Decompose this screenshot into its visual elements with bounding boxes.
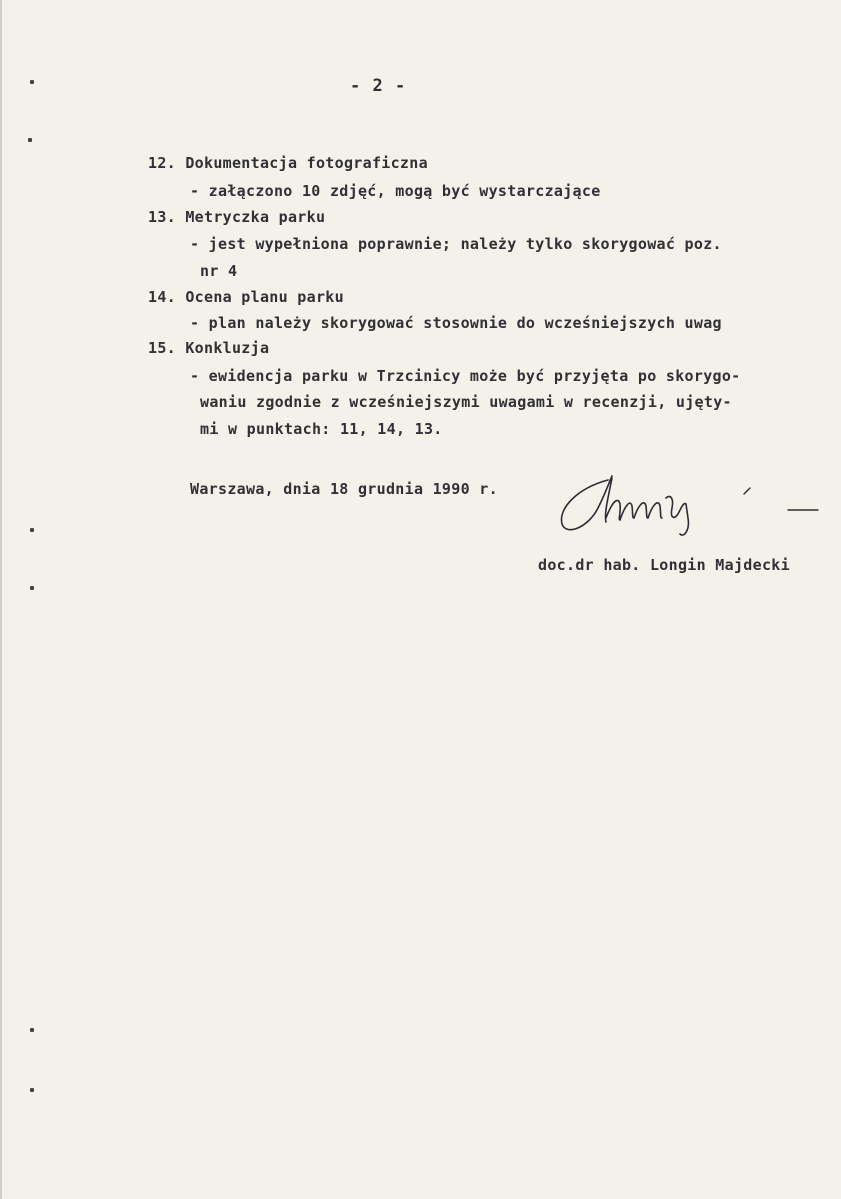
item-13-line-2: nr 4 — [200, 262, 238, 280]
margin-mark — [30, 1028, 34, 1032]
item-14-line-1: - plan należy skorygować stosownie do wcześniejszych uwag — [190, 314, 722, 332]
signature — [548, 458, 828, 538]
item-12-heading: 12. Dokumentacja fotograficzna — [148, 154, 428, 172]
item-15-line-2: waniu zgodnie z wcześniejszymi uwagami w recenzji, ujęty- — [200, 393, 732, 411]
item-15-line-1: - ewidencja parku w Trzcinicy może być przyjęta po skorygo- — [190, 367, 741, 385]
margin-mark — [30, 528, 34, 532]
author-name: doc.dr hab. Longin Majdecki — [538, 556, 790, 574]
item-14-heading: 14. Ocena planu parku — [148, 288, 344, 306]
place-date: Warszawa, dnia 18 grudnia 1990 r. — [190, 480, 498, 498]
item-13-line-1: - jest wypełniona poprawnie; należy tylko skorygować poz. — [190, 235, 722, 253]
item-13-heading: 13. Metryczka parku — [148, 208, 326, 226]
margin-mark — [30, 80, 34, 84]
item-15-line-3: mi w punktach: 11, 14, 13. — [200, 420, 443, 438]
page-edge — [0, 0, 2, 1199]
page-number: - 2 - — [350, 76, 407, 96]
item-15-heading: 15. Konkluzja — [148, 339, 270, 357]
margin-mark — [30, 1088, 34, 1092]
margin-mark — [30, 586, 34, 590]
margin-mark — [28, 138, 32, 142]
item-12-line-1: - załączono 10 zdjęć, mogą być wystarczające — [190, 182, 601, 200]
